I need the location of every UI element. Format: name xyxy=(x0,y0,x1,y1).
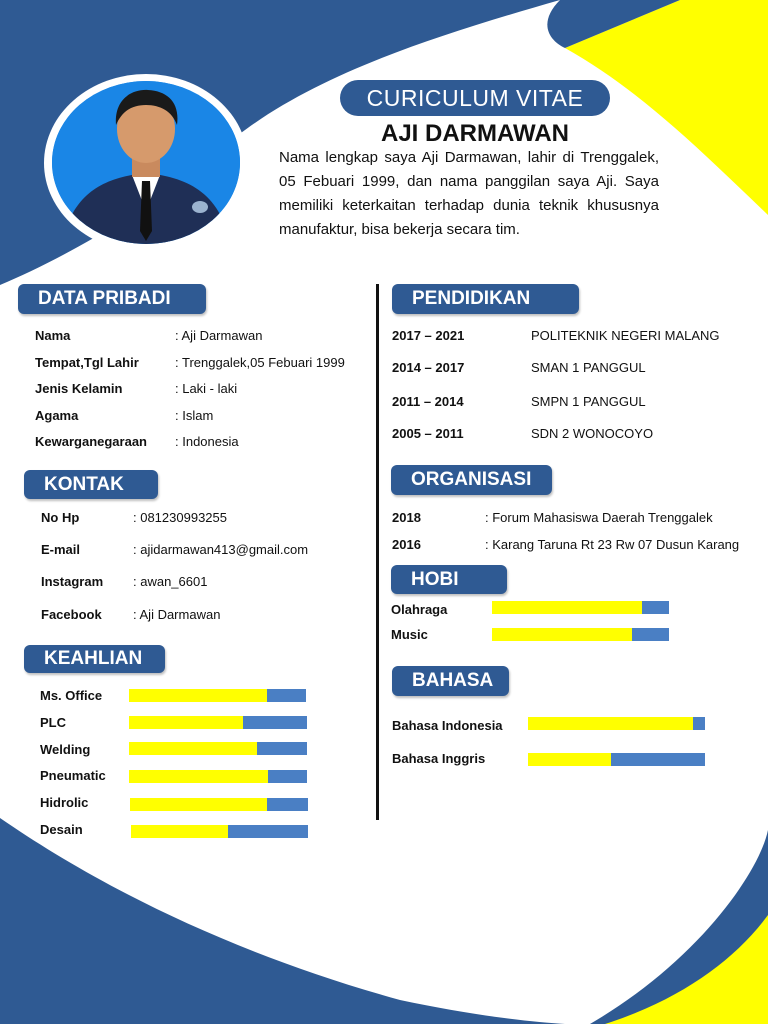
skill-label: Pneumatic xyxy=(40,768,106,783)
data-label: Nama xyxy=(35,328,71,343)
skill-label: Welding xyxy=(40,742,91,757)
education-years: 2005 – 2011 xyxy=(392,426,464,441)
skill-bar-fill xyxy=(129,742,257,755)
data-value: : Indonesia xyxy=(175,434,239,449)
language-label: Bahasa Inggris xyxy=(392,751,486,766)
hobby-bar xyxy=(492,601,669,614)
contact-value: : awan_6601 xyxy=(133,574,208,589)
organization-name: : Karang Taruna Rt 23 Rw 07 Dusun Karang xyxy=(485,537,740,552)
data-value: : Laki - laki xyxy=(175,381,238,396)
section-heading-hobi: HOBI xyxy=(391,565,507,594)
full-name: AJI DARMAWAN xyxy=(380,120,569,147)
hobby-bar-fill xyxy=(492,601,642,614)
education-school: POLITEKNIK NEGERI MALANG xyxy=(531,328,720,343)
hobby-label: Music xyxy=(391,627,428,642)
bottom-left-blue-wave xyxy=(0,818,565,1024)
language-bar xyxy=(528,753,705,766)
contact-label: No Hp xyxy=(41,510,80,525)
language-bar xyxy=(528,717,705,730)
skill-bar-fill xyxy=(129,716,243,729)
skill-label: Ms. Office xyxy=(40,688,103,703)
hobby-bar xyxy=(492,628,669,641)
organization-year: 2018 xyxy=(392,510,421,525)
contact-label: Facebook xyxy=(41,607,102,622)
data-label: Jenis Kelamin xyxy=(35,381,123,396)
education-years: 2017 – 2021 xyxy=(392,328,465,343)
hobby-bar-fill xyxy=(492,628,632,641)
data-value: : Trenggalek,05 Febuari 1999 xyxy=(175,355,345,370)
bio-paragraph: Nama lengkap saya Aji Darmawan, lahir di Trenggalek, 05 Febuari 1999, dan nama panggilan saya Aji. Saya memiliki keterkaitan terhadap dunia teknik khususnya manufaktur, bisa bekerja secara tim. xyxy=(279,149,659,238)
section-heading-keahlian: KEAHLIAN xyxy=(24,645,165,673)
data-label: Tempat,Tgl Lahir xyxy=(35,355,139,370)
data-label: Agama xyxy=(35,408,79,423)
organization-year: 2016 xyxy=(392,537,421,552)
section-heading-bahasa: BAHASA xyxy=(392,666,509,696)
skill-bar xyxy=(129,689,306,702)
education-school: SMAN 1 PANGGUL xyxy=(531,360,646,375)
language-bar-fill xyxy=(528,717,693,730)
skill-bar-fill xyxy=(131,825,228,838)
cv-title: CURICULUM VITAE xyxy=(340,80,610,116)
data-label: Kewarganegaraan xyxy=(35,434,147,449)
contact-value: : ajidarmawan413@gmail.com xyxy=(133,542,309,557)
skill-bar xyxy=(131,825,308,838)
section-heading-kontak: KONTAK xyxy=(24,470,158,499)
education-school: SMPN 1 PANGGUL xyxy=(531,394,646,409)
contact-label: E-mail xyxy=(41,542,81,557)
skill-label: Hidrolic xyxy=(40,795,89,810)
hobby-label: Olahraga xyxy=(391,602,448,617)
data-value: : Islam xyxy=(175,408,214,423)
skill-bar xyxy=(129,716,307,729)
person-silhouette-icon xyxy=(52,81,240,244)
education-school: SDN 2 WONOCOYO xyxy=(531,426,654,441)
contact-value: : 081230993255 xyxy=(133,510,227,525)
education-years: 2014 – 2017 xyxy=(392,360,465,375)
skill-label: PLC xyxy=(40,715,66,730)
skill-bar-fill xyxy=(129,770,268,783)
section-heading-pendidikan: PENDIDIKAN xyxy=(392,284,579,314)
skill-label: Desain xyxy=(40,822,83,837)
contact-label: Instagram xyxy=(41,574,104,589)
language-label: Bahasa Indonesia xyxy=(392,718,503,733)
contact-value: : Aji Darmawan xyxy=(133,607,221,622)
language-bar-fill xyxy=(528,753,611,766)
skill-bar-fill xyxy=(129,689,267,702)
section-heading-data-pribadi: DATA PRIBADI xyxy=(18,284,206,314)
skill-bar xyxy=(129,742,307,755)
education-years: 2011 – 2014 xyxy=(392,394,464,409)
column-divider xyxy=(376,284,379,820)
profile-photo xyxy=(52,81,240,244)
skill-bar-fill xyxy=(130,798,267,811)
section-heading-organisasi: ORGANISASI xyxy=(391,465,552,495)
skill-bar xyxy=(130,798,308,811)
organization-name: : Forum Mahasiswa Daerah Trenggalek xyxy=(485,510,713,525)
skill-bar xyxy=(129,770,307,783)
data-value: : Aji Darmawan xyxy=(175,328,263,343)
